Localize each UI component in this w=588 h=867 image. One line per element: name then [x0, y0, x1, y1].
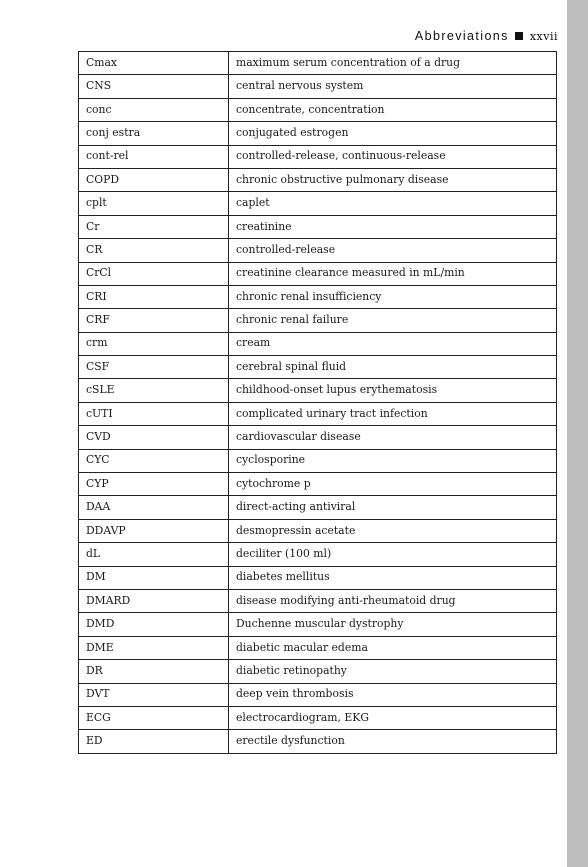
abbreviation-term: DME: [79, 636, 229, 659]
abbreviation-term: ED: [79, 730, 229, 753]
abbreviation-term: Cr: [79, 215, 229, 238]
table-row: [79, 543, 557, 566]
abbreviation-definition: desmopressin acetate: [229, 519, 557, 542]
abbreviations-table: [78, 51, 557, 754]
table-row: [79, 309, 557, 332]
table-row: [79, 145, 557, 168]
abbreviation-term: DDAVP: [79, 519, 229, 542]
abbreviation-definition: controlled-release: [229, 239, 557, 262]
table-row: [79, 613, 557, 636]
abbreviation-definition: chronic renal failure: [229, 309, 557, 332]
abbreviation-term: ECG: [79, 706, 229, 729]
abbreviation-term: Cmax: [79, 52, 229, 75]
table-row: [79, 683, 557, 706]
abbreviation-term: CRF: [79, 309, 229, 332]
abbreviation-definition: concentrate, concentration: [229, 98, 557, 121]
abbreviation-definition: diabetic macular edema: [229, 636, 557, 659]
abbreviation-definition: diabetes mellitus: [229, 566, 557, 589]
abbreviation-definition: diabetic retinopathy: [229, 660, 557, 683]
abbreviation-definition: cyclosporine: [229, 449, 557, 472]
abbreviation-term: conj estra: [79, 122, 229, 145]
abbreviation-definition: childhood-onset lupus erythematosis: [229, 379, 557, 402]
table-row: [79, 215, 557, 238]
table-row: [79, 98, 557, 121]
table-row: [79, 332, 557, 355]
table-row: [79, 589, 557, 612]
abbreviation-term: conc: [79, 98, 229, 121]
table-row: [79, 356, 557, 379]
abbreviation-definition: electrocardiogram, EKG: [229, 706, 557, 729]
abbreviation-term: CR: [79, 239, 229, 262]
abbreviation-term: DVT: [79, 683, 229, 706]
abbreviation-term: DAA: [79, 496, 229, 519]
abbreviation-term: crm: [79, 332, 229, 355]
abbreviation-definition: conjugated estrogen: [229, 122, 557, 145]
abbreviation-term: COPD: [79, 168, 229, 191]
abbreviation-definition: deciliter (100 ml): [229, 543, 557, 566]
table-row: [79, 730, 557, 753]
table-row: [79, 285, 557, 308]
table-row: [79, 496, 557, 519]
square-bullet-icon: [515, 32, 523, 40]
abbreviation-definition: deep vein thrombosis: [229, 683, 557, 706]
abbreviation-definition: chronic obstructive pulmonary disease: [229, 168, 557, 191]
abbreviation-term: dL: [79, 543, 229, 566]
abbreviation-definition: cerebral spinal fluid: [229, 356, 557, 379]
table-row: [79, 706, 557, 729]
table-row: [79, 473, 557, 496]
abbreviation-definition: controlled-release, continuous-release: [229, 145, 557, 168]
abbreviation-term: DR: [79, 660, 229, 683]
abbreviation-term: CYP: [79, 473, 229, 496]
abbreviations-table-body: [79, 52, 557, 754]
running-head: [415, 29, 558, 43]
table-row: [79, 449, 557, 472]
table-row: [79, 168, 557, 191]
thumb-index-tab: [567, 0, 588, 867]
abbreviation-term: cplt: [79, 192, 229, 215]
table-row: [79, 636, 557, 659]
abbreviation-definition: caplet: [229, 192, 557, 215]
table-row: [79, 426, 557, 449]
abbreviation-definition: cardiovascular disease: [229, 426, 557, 449]
abbreviation-definition: erectile dysfunction: [229, 730, 557, 753]
table-row: [79, 379, 557, 402]
table-row: [79, 402, 557, 425]
table-row: [79, 239, 557, 262]
abbreviation-definition: chronic renal insufficiency: [229, 285, 557, 308]
abbreviation-term: DM: [79, 566, 229, 589]
abbreviation-term: CSF: [79, 356, 229, 379]
abbreviation-definition: maximum serum concentration of a drug: [229, 52, 557, 75]
abbreviation-term: CNS: [79, 75, 229, 98]
abbreviation-definition: complicated urinary tract infection: [229, 402, 557, 425]
abbreviation-term: CVD: [79, 426, 229, 449]
abbreviation-definition: disease modifying anti-rheumatoid drug: [229, 589, 557, 612]
abbreviation-definition: Duchenne muscular dystrophy: [229, 613, 557, 636]
abbreviation-term: cUTI: [79, 402, 229, 425]
section-title: Abbreviations: [414, 29, 509, 43]
abbreviation-definition: central nervous system: [229, 75, 557, 98]
table-row: [79, 660, 557, 683]
abbreviation-term: cSLE: [79, 379, 229, 402]
abbreviation-definition: direct-acting antiviral: [229, 496, 557, 519]
abbreviation-term: CrCl: [79, 262, 229, 285]
abbreviation-term: DMARD: [79, 589, 229, 612]
table-row: [79, 519, 557, 542]
table-row: [79, 52, 557, 75]
abbreviation-definition: creatinine clearance measured in mL/min: [229, 262, 557, 285]
table-row: [79, 122, 557, 145]
abbreviation-definition: cream: [229, 332, 557, 355]
abbreviation-term: DMD: [79, 613, 229, 636]
abbreviation-definition: creatinine: [229, 215, 557, 238]
table-row: [79, 75, 557, 98]
table-row: [79, 566, 557, 589]
abbreviation-definition: cytochrome p: [229, 473, 557, 496]
page-number: xxvii: [529, 29, 558, 43]
abbreviation-term: CRI: [79, 285, 229, 308]
table-row: [79, 192, 557, 215]
abbreviation-term: CYC: [79, 449, 229, 472]
abbreviation-term: cont-rel: [79, 145, 229, 168]
table-row: [79, 262, 557, 285]
